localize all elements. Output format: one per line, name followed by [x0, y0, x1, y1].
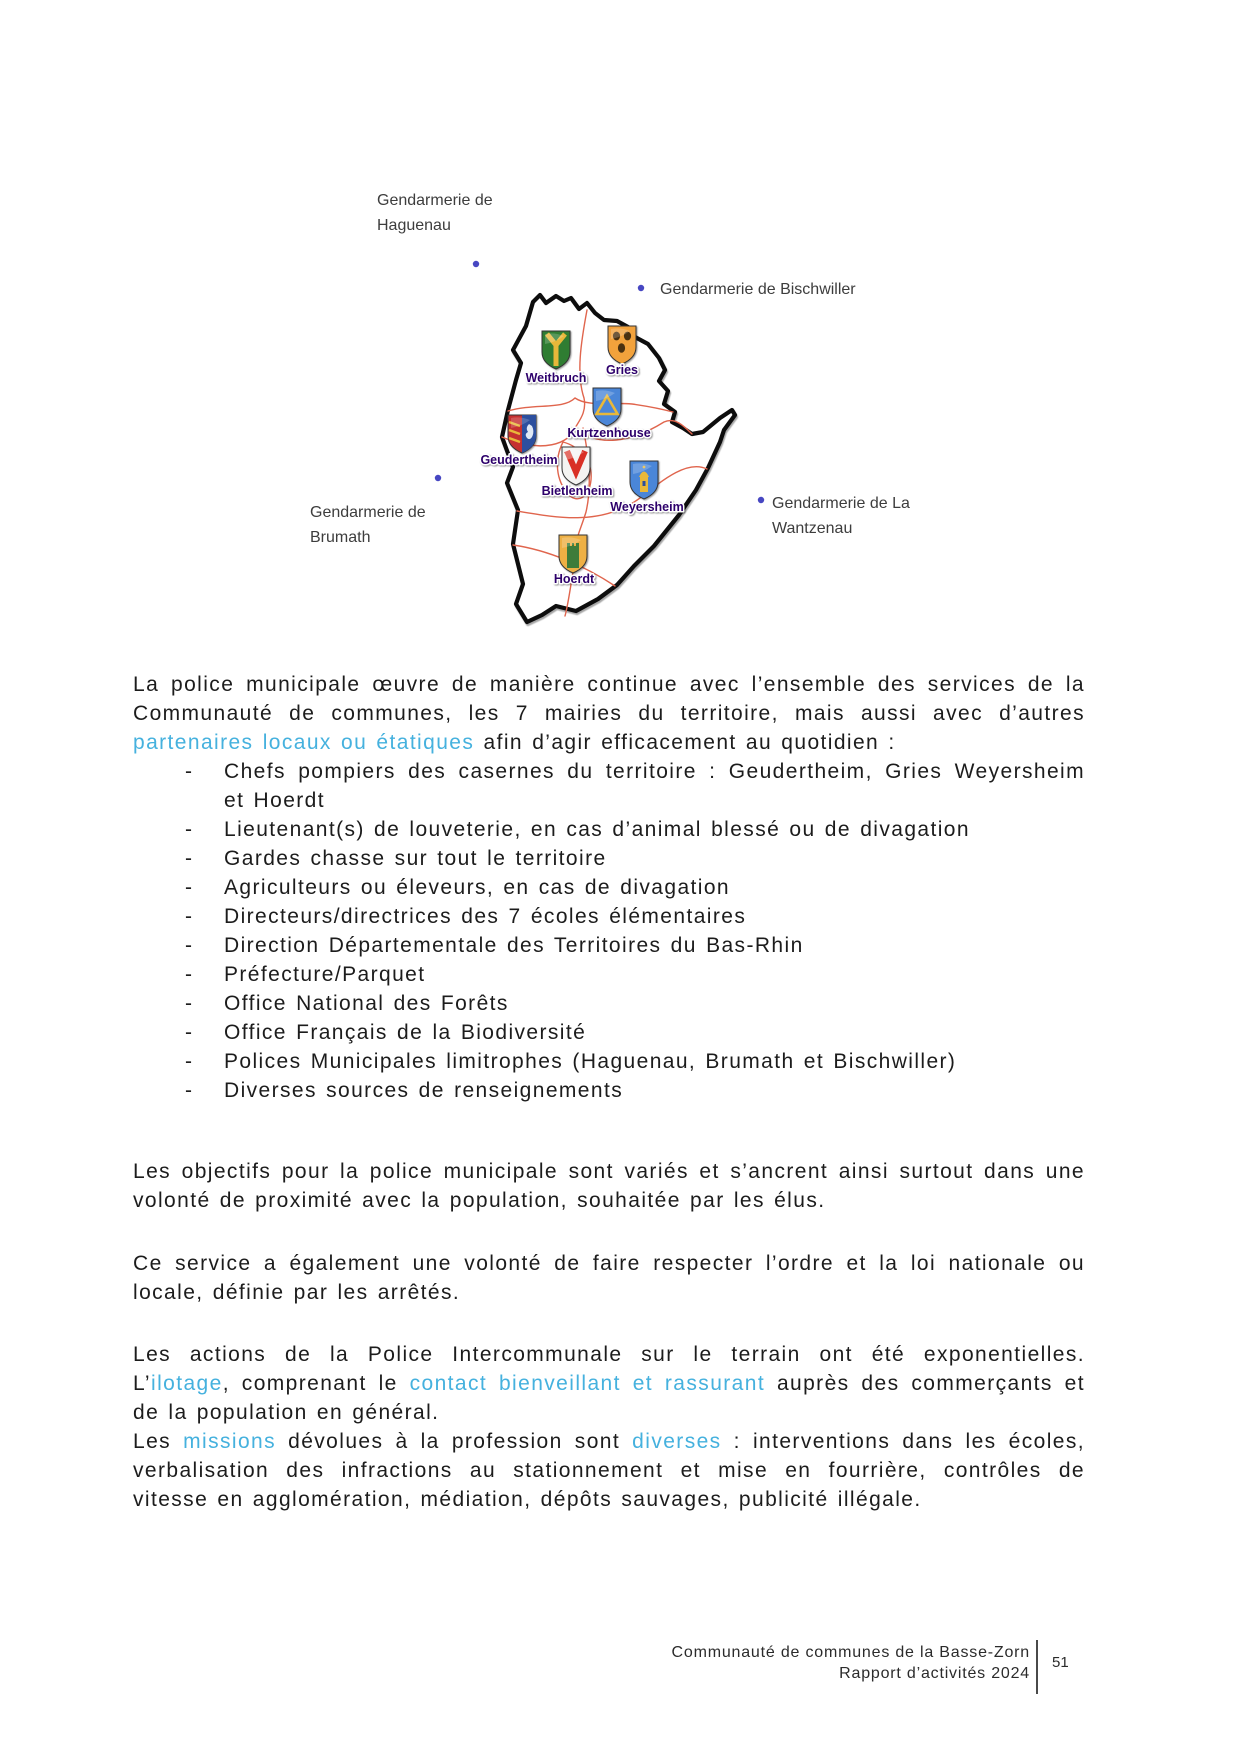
list-item	[133, 960, 1085, 989]
dash-bullet: -	[185, 1079, 194, 1102]
list-item-text: Polices Municipales limitrophes (Haguenau, Brumath et Bischwiller)	[224, 1050, 957, 1073]
paragraph-missions: Les missions dévolues à la profession sont diverses : interventions dans les écoles, verbalisation des infractions au stationnement et mise en fourrière, contrôles de vitesse en agglomération, médiation, dépôts sauvages, publicité illégale.	[133, 1430, 1085, 1511]
list-item	[133, 1018, 1085, 1047]
page-number: 51	[1052, 1654, 1069, 1671]
footer-report-title: Rapport d’activités 2024	[839, 1665, 1030, 1682]
gendarmerie-dot-brumath	[435, 475, 441, 481]
gendarmerie-label-wantzenau-line2: Wantzenau	[772, 520, 853, 537]
dash-bullet: -	[185, 1021, 194, 1044]
commune-label-hoerdt: Hoerdt	[553, 572, 595, 586]
commune-label-geudertheim: Geudertheim	[480, 453, 558, 467]
dash-bullet: -	[185, 876, 194, 899]
paragraph-actions: Les actions de la Police Intercommunale sur le terrain ont été exponentielles. L’ilotage, comprenant le contact bienveillant et rassurant auprès des commerçants et de la population en général.	[133, 1343, 1085, 1424]
gendarmerie-label-brumath-line2: Brumath	[310, 529, 371, 546]
commune-label-weyersheim: Weyersheim	[610, 500, 684, 514]
gendarmerie-label-haguenau-line1: Gendarmerie de	[377, 192, 493, 209]
dash-bullet: -	[185, 818, 194, 841]
list-item	[133, 989, 1085, 1018]
gendarmerie-label-wantzenau-line1: Gendarmerie de La	[772, 495, 910, 512]
list-item-text: Chefs pompiers des casernes du territoire : Geudertheim, Gries Weyersheim et Hoerdt	[224, 760, 1085, 812]
dash-bullet: -	[185, 992, 194, 1015]
paragraph-objectives: Les objectifs pour la police municipale sont variés et s’ancrent ainsi surtout dans une volonté de proximité avec la population, souhaitée par les élus.	[133, 1160, 1085, 1212]
commune-label-kurtzenhouse: Kurtzenhouse	[567, 426, 651, 440]
list-item-text: Office National des Forêts	[224, 992, 509, 1015]
list-item-text: Préfecture/Parquet	[224, 963, 426, 986]
list-item	[133, 873, 1085, 902]
list-item-text: Gardes chasse sur tout le territoire	[224, 847, 607, 870]
gendarmerie-label-haguenau-line2: Haguenau	[377, 217, 451, 234]
dash-bullet: -	[185, 905, 194, 928]
list-item	[133, 757, 1085, 815]
list-item	[133, 902, 1085, 931]
territory-map	[280, 160, 940, 630]
list-item	[133, 815, 1085, 844]
dash-bullet: -	[185, 1050, 194, 1073]
commune-label-weitbruch: Weitbruch	[525, 371, 587, 385]
list-item	[133, 844, 1085, 873]
list-item	[133, 1076, 1085, 1105]
footer-text	[672, 1642, 1030, 1684]
dash-bullet: -	[185, 934, 194, 957]
list-item-text: Office Français de la Biodiversité	[224, 1021, 587, 1044]
list-item-text: Directeurs/directrices des 7 écoles élémentaires	[224, 905, 747, 928]
commune-crest-gries	[606, 326, 638, 377]
paragraph-police-partners: La police municipale œuvre de manière continue avec l’ensemble des services de la Communauté de communes, les 7 mairies du territoire, mais aussi avec d’autres partenaires locaux ou étatiques afin d’agir efficacement au quotidien :	[133, 673, 1085, 754]
territory-map-svg	[280, 160, 940, 630]
hoerdt-tower-icon	[567, 543, 579, 568]
dash-bullet: -	[185, 963, 194, 986]
list-item-text: Direction Départementale des Territoires du Bas-Rhin	[224, 934, 804, 957]
footer-org: Communauté de communes de la Basse-Zorn	[671, 1644, 1030, 1661]
commune-label-bietlenheim: Bietlenheim	[541, 484, 613, 498]
list-item-text: Agriculteurs ou éleveurs, en cas de divagation	[224, 876, 730, 899]
footer-divider	[1036, 1640, 1038, 1694]
list-item-text: Diverses sources de renseignements	[224, 1079, 624, 1102]
list-item	[133, 1047, 1085, 1076]
dash-bullet: -	[185, 760, 194, 783]
gendarmerie-dot-haguenau	[473, 261, 479, 267]
partners-list	[133, 757, 1085, 1105]
gendarmerie-label-brumath-line1: Gendarmerie de	[310, 504, 426, 521]
dash-bullet: -	[185, 847, 194, 870]
gendarmerie-dot-bischwiller	[638, 285, 644, 291]
paragraph-order: Ce service a également une volonté de faire respecter l’ordre et la loi nationale ou locale, définie par les arrêtés.	[133, 1252, 1085, 1304]
gendarmerie-dot-wantzenau	[758, 497, 764, 503]
list-item-text: Lieutenant(s) de louveterie, en cas d’animal blessé ou de divagation	[224, 818, 970, 841]
body-text-column	[133, 670, 1085, 1514]
gendarmerie-label-bischwiller: Gendarmerie de Bischwiller	[660, 281, 856, 298]
commune-label-gries: Gries	[606, 363, 638, 377]
list-item	[133, 931, 1085, 960]
